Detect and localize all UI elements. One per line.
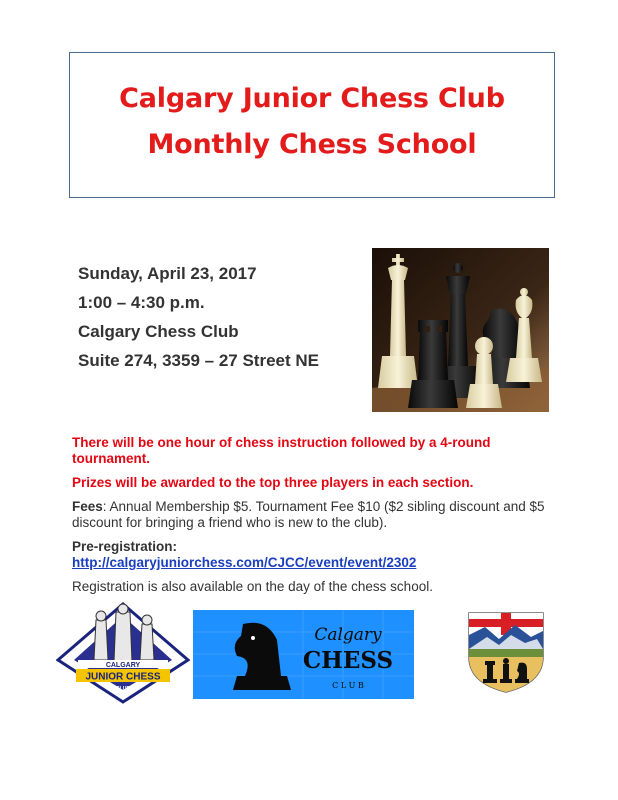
junior-chess-club-logo bbox=[56, 602, 190, 704]
event-address: Suite 274, 3359 – 27 Street NE bbox=[78, 351, 319, 370]
junior-logo-pieces-icon bbox=[94, 604, 154, 662]
junior-logo-sub-text: CLUB bbox=[116, 686, 130, 692]
event-time: 1:00 – 4:30 p.m. bbox=[78, 293, 205, 312]
junior-logo-main-text: JUNIOR CHESS bbox=[85, 671, 161, 683]
registration-note: Registration is also available on the day of the chess school. bbox=[72, 579, 433, 594]
junior-logo-top-text: CALGARY bbox=[105, 662, 141, 669]
event-venue: Calgary Chess Club bbox=[78, 322, 239, 341]
alberta-crest-logo bbox=[465, 609, 547, 694]
calgary-chess-club-logo bbox=[193, 610, 414, 699]
club-logo-chess-text: CHESS bbox=[302, 647, 394, 674]
event-info bbox=[78, 259, 319, 375]
chess-pieces-photo bbox=[372, 248, 549, 412]
title-box bbox=[69, 52, 555, 198]
fees-label: Fees bbox=[72, 499, 103, 514]
club-logo-sub-text: C L U B bbox=[332, 681, 364, 690]
event-details bbox=[72, 435, 552, 603]
page-title: Calgary Junior Chess Club bbox=[119, 83, 505, 114]
fees-text: : Annual Membership $5. Tournament Fee $10 ($2 sibling discount and $5 discount for bringing a friend who is new to the club). bbox=[72, 499, 545, 530]
instruction-notice: There will be one hour of chess instruction followed by a 4-round tournament. bbox=[72, 435, 491, 466]
club-logo-calgary-text: Calgary bbox=[314, 625, 382, 645]
preregistration-link[interactable]: http://calgaryjuniorchess.com/CJCC/event/event/2302 bbox=[72, 555, 417, 570]
event-date: Sunday, April 23, 2017 bbox=[78, 264, 257, 283]
preregistration-paragraph bbox=[72, 539, 552, 571]
preregistration-label: Pre-registration: bbox=[72, 539, 178, 554]
fees-paragraph bbox=[72, 499, 552, 531]
prizes-notice: Prizes will be awarded to the top three players in each section. bbox=[72, 475, 474, 490]
page-subtitle: Monthly Chess School bbox=[147, 129, 477, 160]
